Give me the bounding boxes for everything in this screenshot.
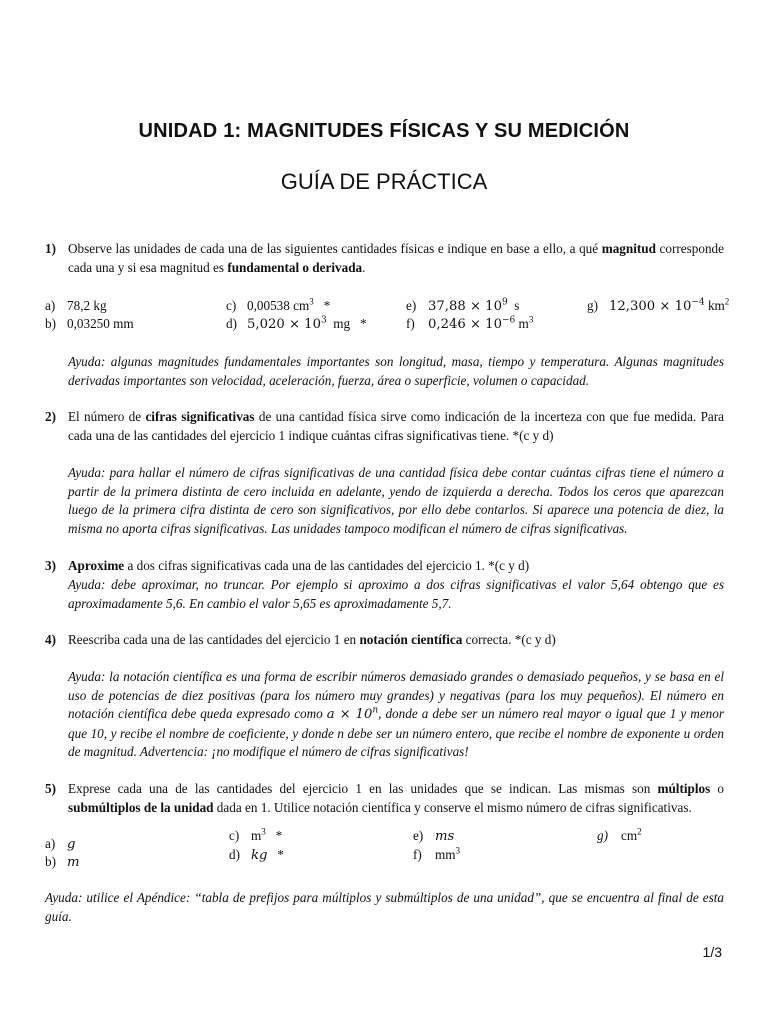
- q5-item-g-value: cm: [621, 828, 638, 843]
- page-number: 1/3: [702, 944, 722, 960]
- q4-text: [68, 631, 724, 650]
- q5-item-c-label: c): [229, 828, 240, 843]
- q1-item-e: [406, 297, 519, 316]
- q3-help: Ayuda: debe aproximar, no truncar. Por ejemplo si aproximo a dos cifras significativas el valor 5,64 obtengo que es aproximadamente 5,6. En cambio el valor 5,65 es aproximadamente 5,7.: [68, 577, 724, 611]
- q1-item-f-label: f): [406, 316, 415, 331]
- q1-item-d-base: 5,020 × 10: [247, 317, 321, 332]
- q4-text-a: Reescriba cada una de las cantidades del ejercicio 1 en: [68, 632, 360, 647]
- q1-item-g-label: g): [587, 298, 598, 313]
- q1-item-f: [406, 315, 533, 334]
- q5-text: [68, 780, 724, 817]
- q5-item-c-sup: 3: [261, 826, 266, 837]
- q4-number: 4): [45, 632, 56, 647]
- q5-text-c: dada en 1. Utilice notación científica y conserve el mismo número de cifras significativas.: [213, 799, 692, 815]
- q2-text-a: El número de: [68, 409, 146, 424]
- q5-number: 5): [45, 781, 56, 796]
- q1-item-b-label: b): [45, 316, 56, 331]
- q1-item-c-value: 0,00538 cm: [247, 298, 310, 313]
- q5-text-b: o: [710, 781, 725, 796]
- q2-bold-a: cifras significativas: [145, 409, 255, 424]
- q2-text-b: de una cantidad física sirve como indicación de la incerteza con que fue medida. Para cada una de las cantidades del ejercicio 1 indique cuántas cifras significativas tiene. *(c y d): [68, 409, 724, 443]
- q5-item-d: [229, 846, 284, 865]
- q1-item-c: [226, 297, 330, 315]
- q1-text: [68, 240, 724, 277]
- q3-bold-a: Aproxime: [68, 558, 125, 573]
- q1-text-a: Observe las unidades de cada una de las siguientes cantidades físicas e indique en base a ello, a qué: [68, 241, 602, 256]
- q1-item-e-exp: 9: [501, 297, 508, 308]
- page-subtitle: GUÍA DE PRÁCTICA: [280, 169, 488, 194]
- q5-help: Ayuda: utilice el Apéndice: “tabla de prefijos para múltiplos y submúltiplos de una unidad”, que se encuentra al final de esta guía.: [45, 890, 724, 924]
- q4-help-a: Ayuda: la notación científica es una forma de escribir números demasiado grandes o demasiado pequeños, y se basa en el uso de potencias de diez positivas (para los número muy grandes) y negativas (para los muy pequeños). El número en notación científica debe queda expresado como: [68, 669, 724, 721]
- q1-item-g-exp: −4: [691, 297, 705, 308]
- q1-item-d: [226, 315, 367, 334]
- q5-item-f-sup: 3: [455, 845, 461, 856]
- q3-number: 3): [45, 558, 56, 573]
- q1-item-f-unit-sup: 3: [528, 314, 534, 325]
- q1-item-f-exp: −6: [501, 315, 516, 326]
- q1-bold-a: magnitud: [601, 241, 656, 256]
- q5-item-c: [229, 827, 282, 845]
- q1-item-d-label: d): [226, 316, 237, 331]
- q5-item-d-mark: *: [277, 847, 284, 862]
- q1-text-b: corresponde cada una y si esa magnitud es: [68, 241, 724, 275]
- q1-item-c-sup: 3: [309, 296, 314, 307]
- q5-item-g: [597, 827, 642, 845]
- q1-number: 1): [45, 241, 56, 256]
- q5-item-a-value: g: [67, 837, 76, 852]
- q4-help-formula: a × 10: [326, 707, 373, 722]
- q5-item-d-value: kg: [251, 848, 268, 863]
- q4-text-b: correcta. *(c y d): [462, 632, 556, 647]
- q1-bold-b: fundamental o derivada: [227, 259, 363, 275]
- q4-help: [68, 668, 724, 762]
- q2-number: 2): [45, 409, 56, 424]
- q5-item-e: [413, 827, 454, 846]
- q5-item-f: [413, 846, 460, 864]
- q1-item-g: [587, 297, 729, 316]
- q1-item-g-base: 12,300 × 10: [609, 299, 692, 314]
- page-title: UNIDAD 1: MAGNITUDES FÍSICAS Y SU MEDICIÓN: [138, 120, 630, 142]
- q1-item-e-unit: s: [514, 298, 520, 313]
- q4-help-b: , donde a debe ser un número real mayor o igual que 1 y menor que 10, y recibe el nombre de coeficiente, y donde n debe ser un número entero, que recibe el nombre de exponente u orden de magnitud. Advertencia: ¡no modifique el número de cifras significativas!: [68, 706, 724, 759]
- q5-item-f-value: mm: [435, 847, 456, 862]
- q5-bold-b: submúltiplos de la unidad: [68, 799, 214, 815]
- q5-item-g-label: g): [597, 828, 608, 843]
- q1-item-d-mark: *: [360, 316, 367, 331]
- q5-bold-a: múltiplos: [657, 781, 711, 796]
- q5-item-d-label: d): [229, 847, 240, 862]
- q1-item-a: [45, 297, 107, 315]
- q1-text-c: .: [362, 259, 366, 275]
- q2-text: [68, 408, 724, 445]
- q1-item-d-unit: mg: [333, 316, 351, 331]
- q1-item-b-value: 0,03250 mm: [67, 316, 134, 331]
- q5-item-g-sup: 2: [637, 826, 642, 837]
- q1-item-f-unit: m: [518, 316, 529, 331]
- q5-item-e-label: e): [413, 828, 424, 843]
- q4-bold-a: notación científica: [359, 632, 463, 647]
- q5-item-b-label: b): [45, 854, 56, 869]
- q1-item-a-label: a): [45, 298, 56, 313]
- q1-item-a-value: 78,2 kg: [67, 298, 107, 313]
- q5-item-b-value: m: [67, 855, 80, 870]
- q5-item-f-label: f): [413, 847, 422, 862]
- q5-item-e-value: ms: [435, 829, 455, 844]
- q5-item-a-label: a): [45, 836, 56, 851]
- q1-item-c-mark: *: [323, 298, 331, 313]
- q1-item-c-label: c): [226, 298, 237, 313]
- q1-item-d-exp: 3: [320, 315, 327, 326]
- q3-text-a: a dos cifras significativas cada una de las cantidades del ejercicio 1. *(c y d): [124, 558, 530, 573]
- q3-text: [68, 557, 724, 576]
- q5-item-c-value: m: [251, 828, 262, 843]
- q5-item-c-mark: *: [275, 828, 283, 843]
- q5-item-b: [45, 853, 80, 872]
- q1-item-e-base: 37,88 × 10: [428, 299, 502, 314]
- q5-text-a: Exprese cada una de las cantidades del ejercicio 1 en las unidades que se indican. Las mismas son: [68, 781, 658, 796]
- q1-item-e-label: e): [406, 298, 417, 313]
- q4-help-formula-exp: n: [372, 705, 379, 716]
- q1-item-b: [45, 315, 134, 333]
- q2-help: Ayuda: para hallar el número de cifras significativas de una cantidad física debe contar cuántas cifras tiene el número a partir de la primera distinta de cero incluida en adelante, yendo de izquierda a derecha. Todos los ceros que aparezcan luego de la primera cifra distinta de cero son significativos, por ello debe contarlos. Si aparece una potencia de diez, la misma no aporta cifras significativas. Las unidades tampoco modifican el número de cifras significativas.: [68, 465, 724, 536]
- q1-item-f-base: 0,246 × 10: [428, 317, 502, 332]
- q1-help: Ayuda: algunas magnitudes fundamentales importantes son longitud, masa, tiempo y temperatura. Algunas magnitudes derivadas importantes son velocidad, aceleración, fuerza, área o superficie, volumen o capacidad.: [68, 354, 724, 388]
- q5-item-a: [45, 835, 75, 854]
- q1-item-g-unit-sup: 2: [724, 296, 730, 307]
- q1-item-g-unit: km: [707, 298, 725, 313]
